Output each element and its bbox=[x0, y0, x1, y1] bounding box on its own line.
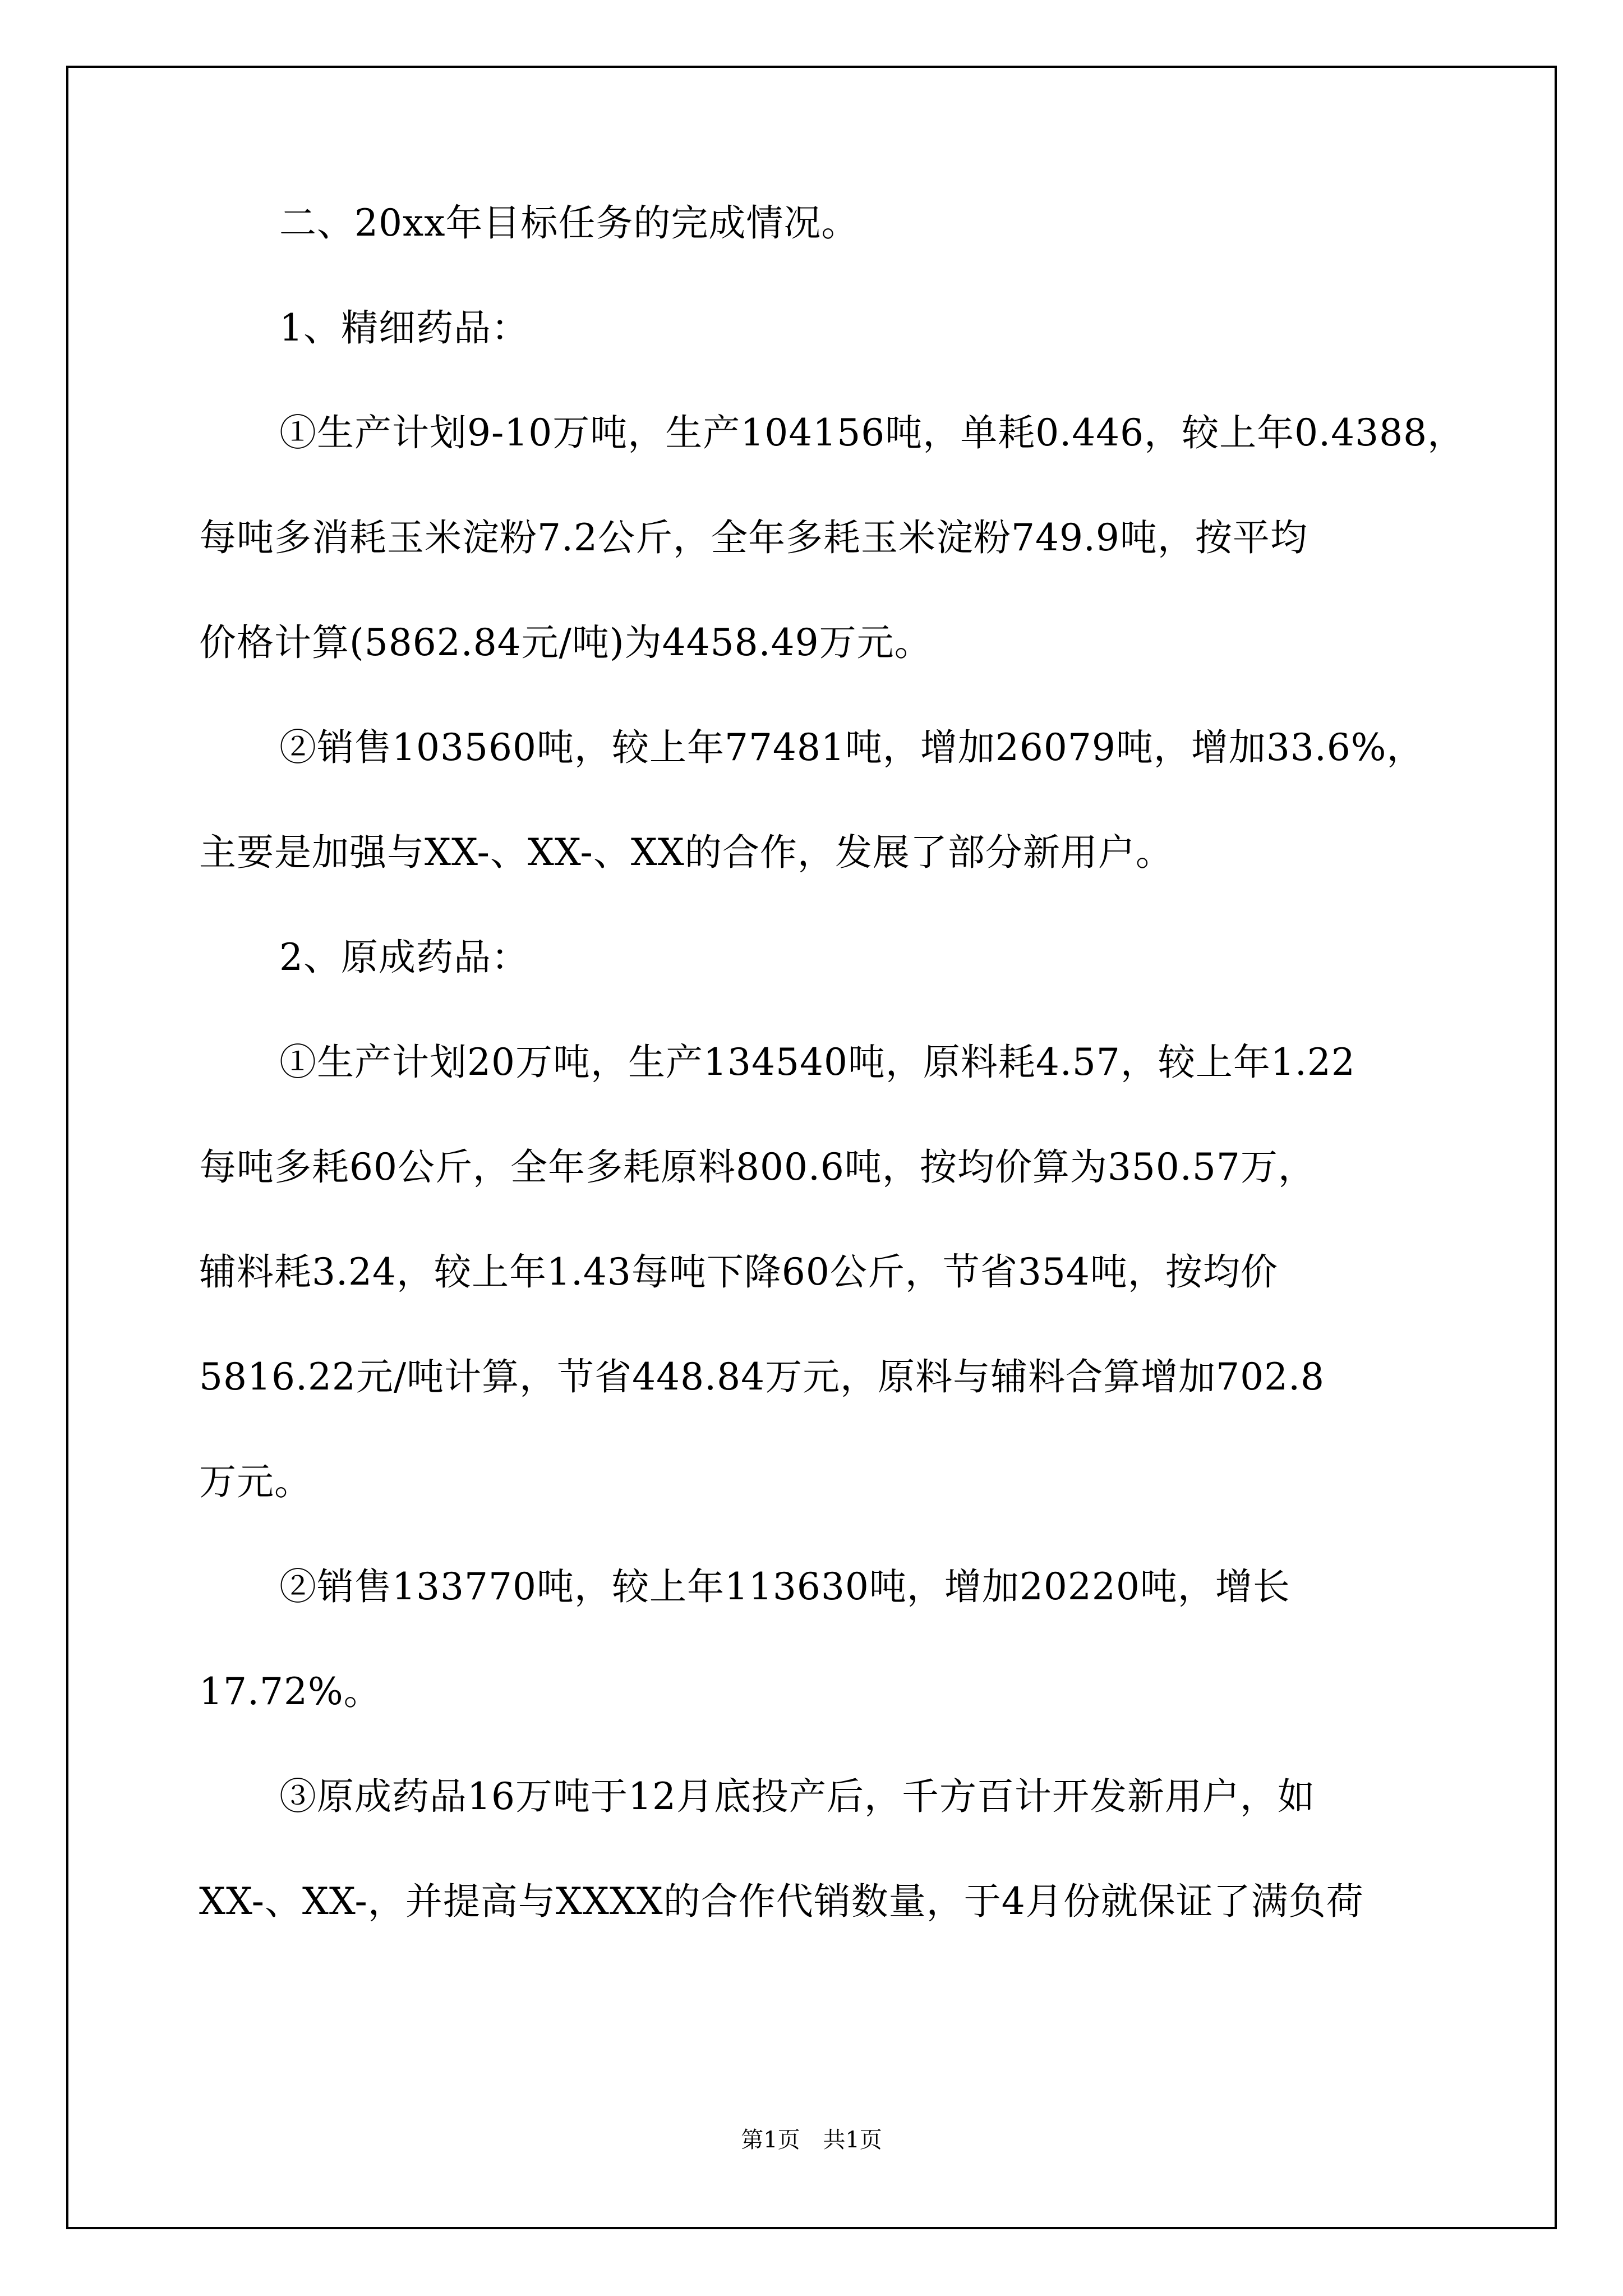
paragraph-line: 每吨多消耗玉米淀粉7.2公斤，全年多耗玉米淀粉749.9吨，按平均 bbox=[199, 516, 1308, 559]
page-footer bbox=[0, 2129, 1623, 2151]
paragraph-line: 主要是加强与XX-、XX-、XX的合作，发展了部分新用户。 bbox=[199, 831, 1173, 874]
paragraph-line: 万元。 bbox=[199, 1460, 312, 1503]
paragraph-line: 辅料耗3.24，较上年1.43每吨下降60公斤，节省354吨，按均价 bbox=[199, 1250, 1278, 1294]
paragraph-line: ②销售103560吨，较上年77481吨，增加26079吨，增加33.6%， bbox=[279, 726, 1424, 769]
paragraph-line: XX-、XX-，并提高与XXXX的合作代销数量，于4月份就保证了满负荷 bbox=[199, 1880, 1364, 1923]
paragraph-line: ①生产计划9-10万吨，生产104156吨，单耗0.446，较上年0.4388， bbox=[279, 411, 1465, 454]
page-number: 第1页 bbox=[741, 2127, 800, 2153]
subsection-heading: 2、原成药品： bbox=[279, 936, 529, 979]
paragraph-line: ①生产计划20万吨，生产134540吨，原料耗4.57，较上年1.22 bbox=[279, 1041, 1355, 1084]
paragraph-line: 5816.22元/吨计算，节省448.84万元，原料与辅料合算增加702.8 bbox=[199, 1355, 1325, 1398]
paragraph-line: 17.72%。 bbox=[199, 1670, 381, 1713]
paragraph-line: 每吨多耗60公斤，全年多耗原料800.6吨，按均价算为350.57万， bbox=[199, 1145, 1316, 1189]
paragraph-line: ③原成药品16万吨于12月底投产后，千方百计开发新用户，如 bbox=[279, 1775, 1315, 1818]
paragraph-line: ②销售133770吨，较上年113630吨，增加20220吨，增长 bbox=[279, 1565, 1290, 1608]
subsection-heading: 1、精细药品： bbox=[279, 306, 529, 349]
paragraph-line: 价格计算(5862.84元/吨)为4458.49万元。 bbox=[199, 621, 932, 664]
page-total: 共1页 bbox=[823, 2127, 882, 2153]
section-heading: 二、20xx年目标任务的完成情况。 bbox=[279, 201, 859, 245]
